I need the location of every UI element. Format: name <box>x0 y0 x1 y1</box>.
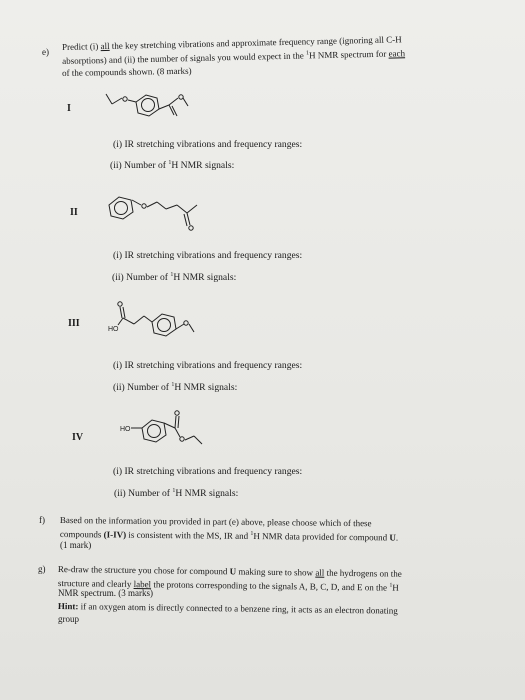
compound-I-ir: (i) IR stretching vibrations and frequency ranges: <box>113 139 303 150</box>
part-f-line1: Based on the information you provided in part (e) above, please choose which of these <box>59 515 372 529</box>
part-e-line1: Predict (i) all the key stretching vibrations and approximate frequency range (ignoring all C-H <box>62 34 402 52</box>
part-e-line2: absorptions) and (ii) the number of signals you would expect in the $^1$H NMR spectrum for each <box>62 48 406 66</box>
compound-IV-label: IV <box>72 432 84 443</box>
part-g-letter: g) <box>38 564 46 574</box>
part-g-line2: structure and clearly label the protons corresponding to the signals A, B, C, D, and E on the $^1$H <box>57 577 399 593</box>
compound-III-structure <box>106 296 226 346</box>
compound-I-structure <box>100 82 220 137</box>
compound-III-hydroxyl-label: HO <box>108 326 119 333</box>
compound-IV-hydroxyl-label: HO <box>120 426 131 433</box>
compound-IV-nmr: (ii) Number of $^1$H NMR signals: <box>114 488 239 500</box>
part-f-letter: f) <box>39 515 45 525</box>
part-e-line3: of the compounds shown. (8 marks) <box>62 65 192 78</box>
compound-II-nmr: (ii) Number of $^1$H NMR signals: <box>112 272 237 284</box>
part-f-line2: compounds (I-IV) is consistent with the MS, IR and $^1$H NMR data provided for compound U. <box>59 528 399 543</box>
part-f-marks: (1 mark) <box>60 540 92 550</box>
part-g-line1: Re-draw the structure you chose for compound U making sure to show all the hydrogens on the <box>57 564 402 579</box>
compound-I-label: I <box>67 103 71 114</box>
part-g-hint: Hint: if an oxygen atom is directly connected to a benzene ring, it acts as an electron donating <box>57 601 398 616</box>
compound-II-ir: (i) IR stretching vibrations and frequency ranges: <box>113 250 303 261</box>
compound-III-ir: (i) IR stretching vibrations and frequency ranges: <box>113 360 303 371</box>
part-g-line3: NMR spectrum. (3 marks) <box>58 588 153 598</box>
compound-II-structure <box>103 185 233 245</box>
compound-III-nmr: (ii) Number of $^1$H NMR signals: <box>113 382 238 394</box>
compound-IV-ir: (i) IR stretching vibrations and frequency ranges: <box>113 466 303 477</box>
compound-III-label: III <box>68 318 80 329</box>
compound-IV-structure <box>118 404 238 459</box>
compound-I-nmr: (ii) Number of $^1$H NMR signals: <box>110 160 235 172</box>
part-e-letter: e) <box>42 47 49 57</box>
part-g-hint-line2: group <box>58 614 79 624</box>
compound-II-label: II <box>70 207 78 218</box>
